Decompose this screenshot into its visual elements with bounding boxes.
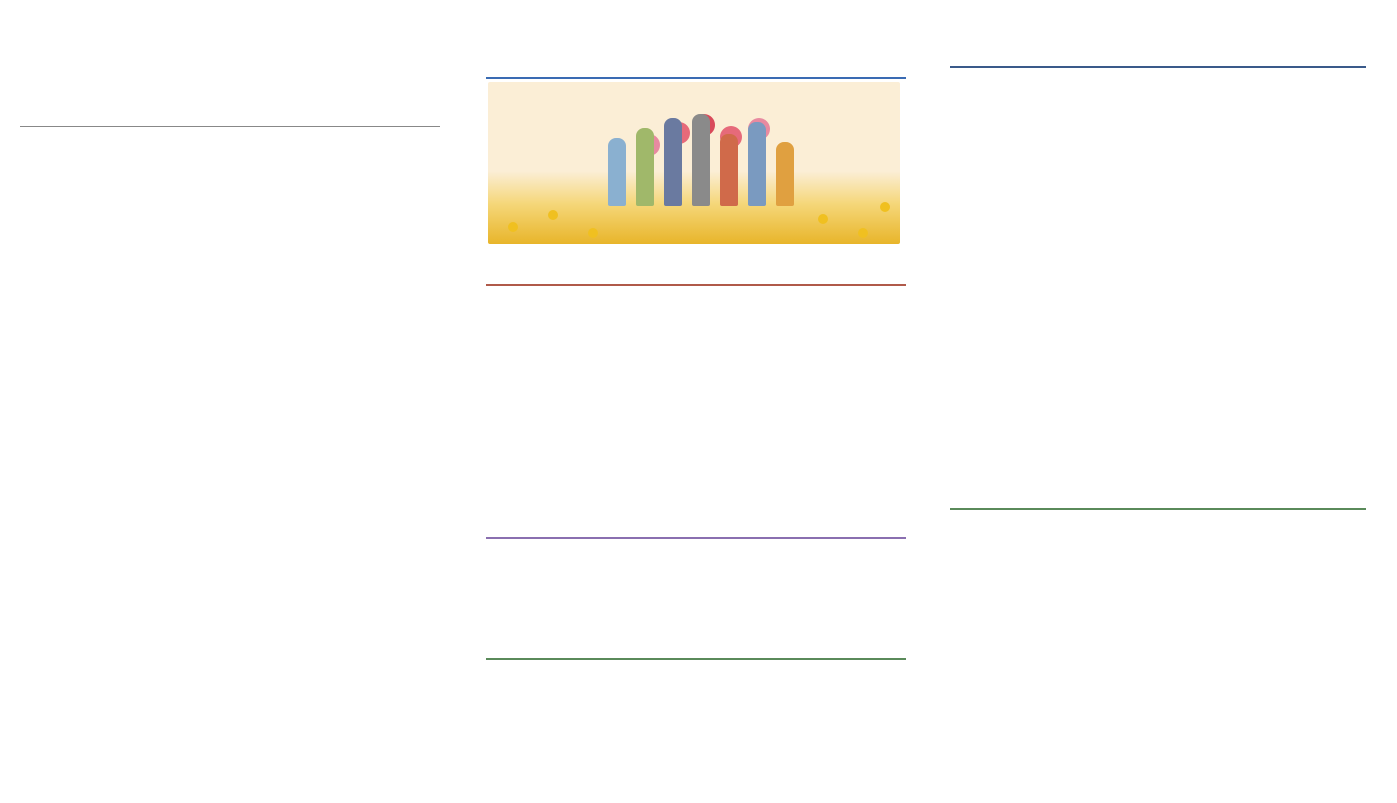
person-figure [748, 122, 766, 206]
family-rule [486, 77, 906, 79]
person-figure [664, 118, 682, 206]
person-figure [692, 114, 710, 206]
header-divider [20, 126, 440, 127]
news-column [950, 0, 1370, 803]
flower-decoration [818, 214, 828, 224]
volunteers-rule [486, 658, 906, 660]
flower-decoration [588, 228, 598, 238]
middle-column [486, 0, 906, 803]
flower-decoration [548, 210, 558, 220]
dawn-rule [486, 537, 906, 539]
wednesday-rule [486, 284, 906, 286]
flower-decoration [880, 202, 890, 212]
family-illustration [488, 82, 900, 244]
person-figure [608, 138, 626, 206]
person-figure [636, 128, 654, 206]
sunday-worship-column [20, 0, 440, 803]
person-figure [776, 142, 794, 206]
person-figure [720, 134, 738, 206]
news-rule [950, 66, 1366, 68]
offerings-rule [950, 508, 1366, 510]
flower-decoration [508, 222, 518, 232]
flower-decoration [858, 228, 868, 238]
